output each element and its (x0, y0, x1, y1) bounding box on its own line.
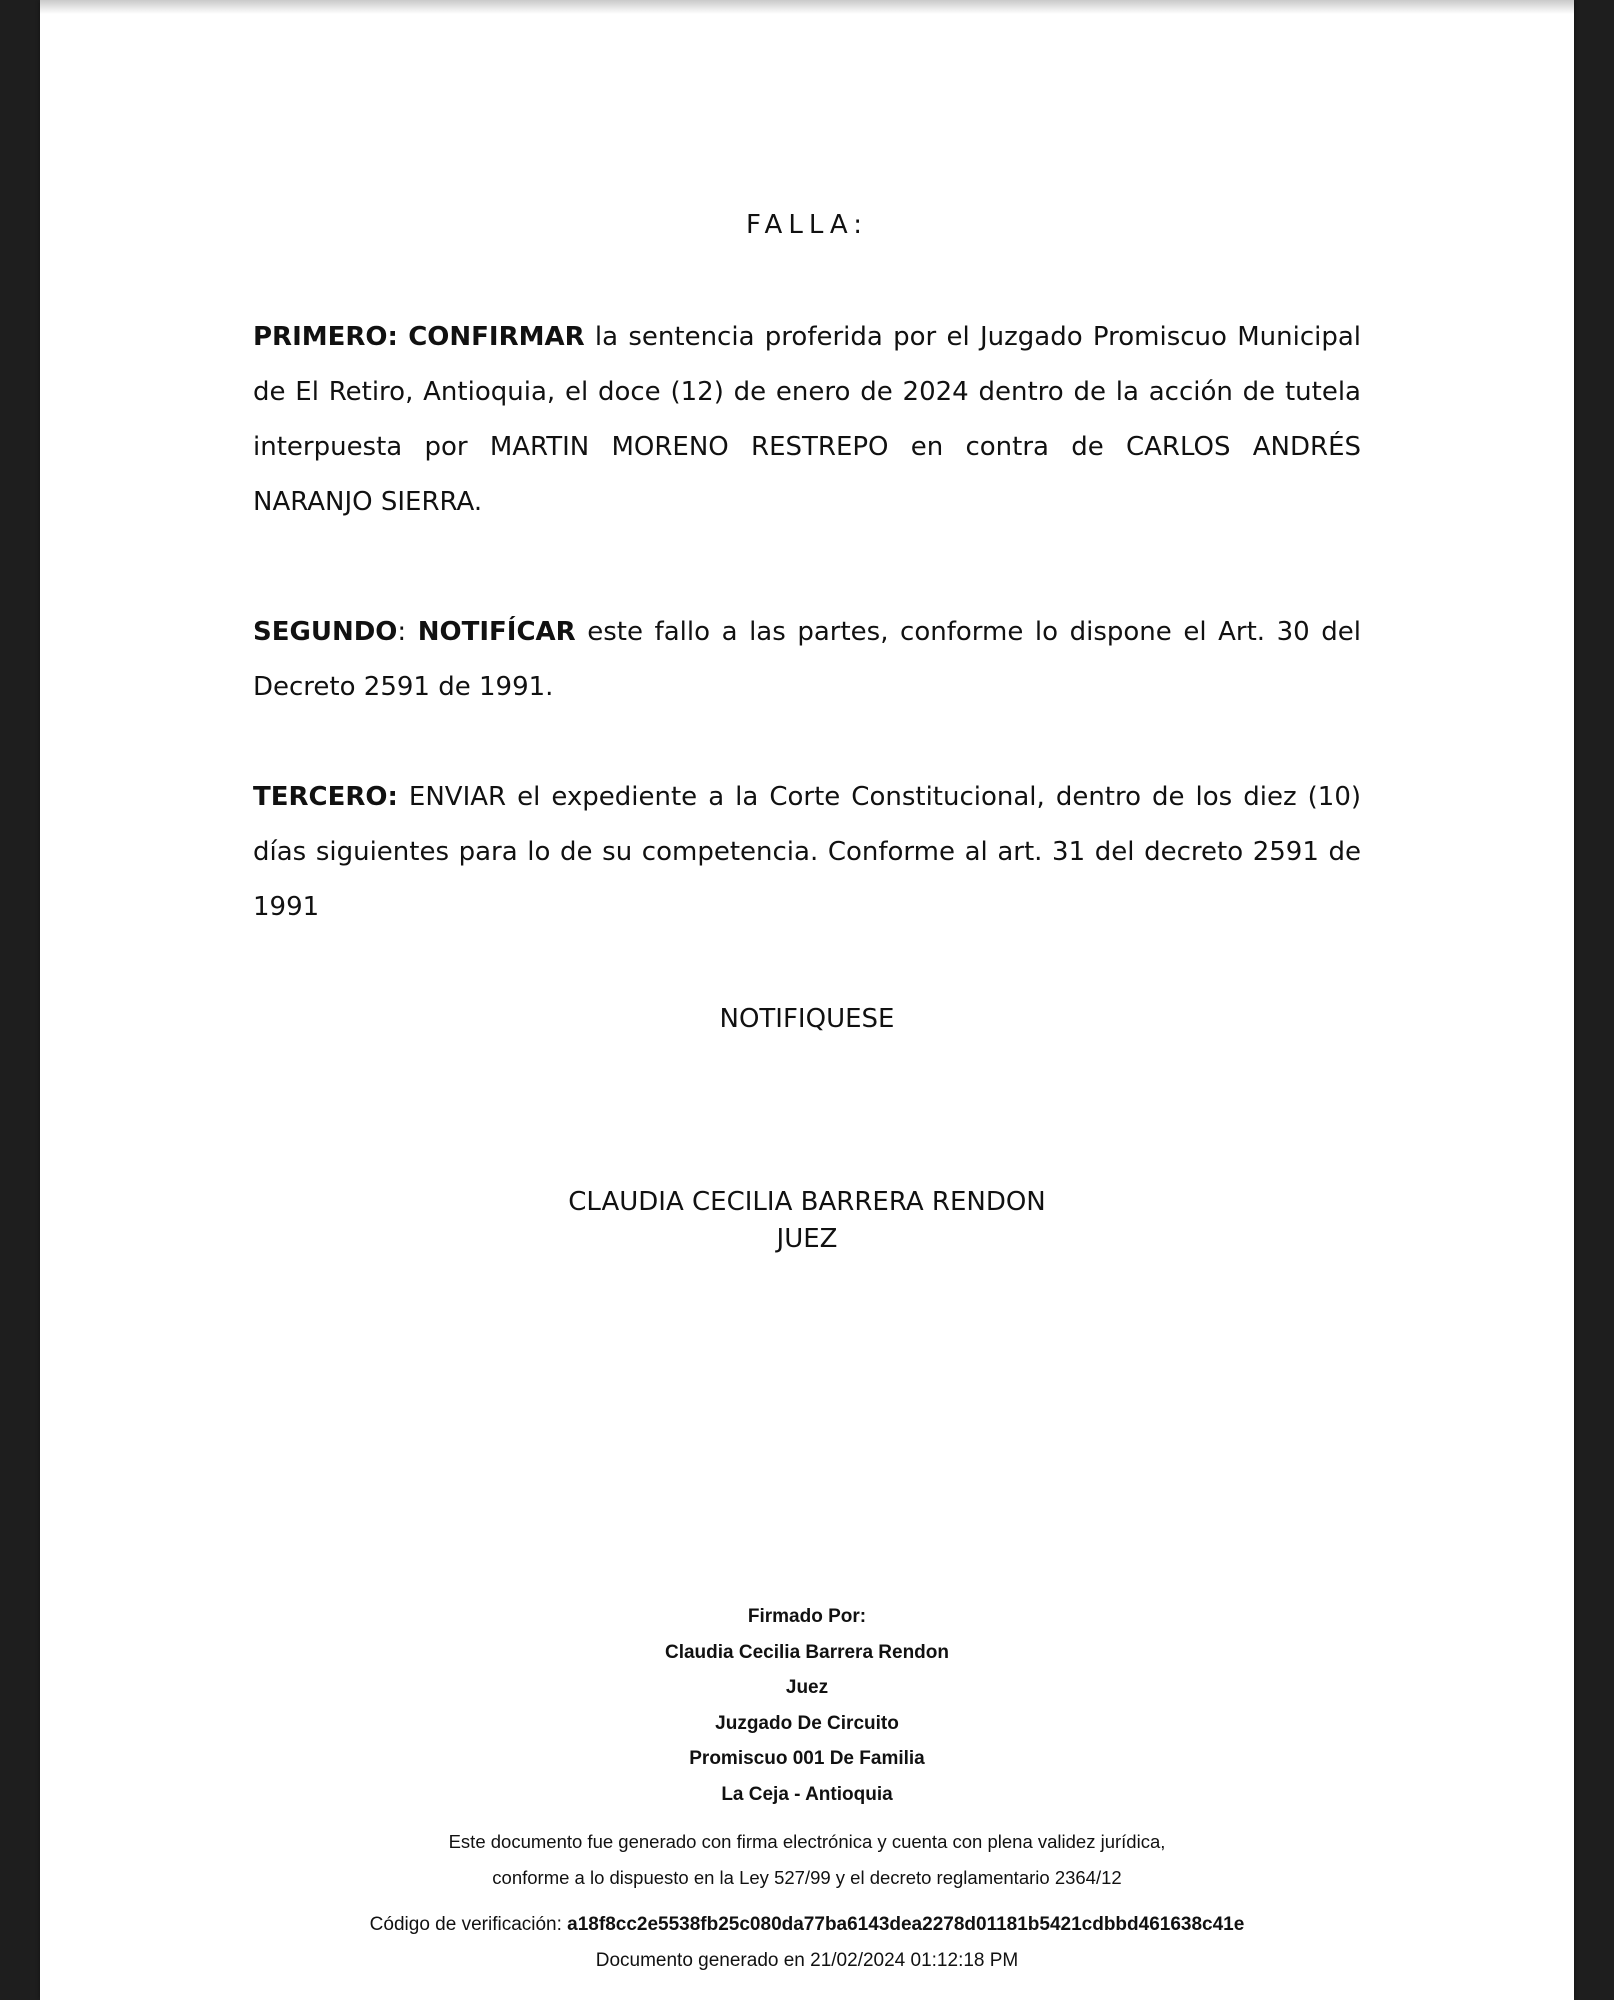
signature-line: Juzgado De Circuito (715, 1712, 899, 1734)
notifiquese-heading: NOTIFIQUESE (719, 1004, 895, 1034)
signature-line: Juez (785, 1677, 829, 1698)
segundo-paragraph (253, 605, 1361, 715)
falla-heading: FALLA: (745, 210, 868, 240)
signature-line: Promiscuo 001 De Familia (689, 1748, 925, 1769)
tercero-text: ENVIAR el expediente a la Corte Constitucional, dentro de los diez (10) días siguientes para lo de su competencia. Conforme al art. 31 del decreto 2591 de 1991 (253, 782, 1362, 922)
primero-paragraph (253, 310, 1361, 530)
segundo-text: este fallo a las partes, conforme lo dispone el Art. 30 del Decreto 2591 de 1991. (253, 617, 1362, 702)
judge-title: JUEZ (776, 1224, 838, 1254)
generated-timestamp: Documento generado en 21/02/2024 01:12:18 PM (595, 1950, 1019, 1971)
primero-text: la sentencia proferida por el Juzgado Promiscuo Municipal de El Retiro, Antioquia, el doce (12) de enero de 2024 dentro de la acción de tutela interpuesta por MARTIN MORENO RESTREPO en contra de CARLOS ANDRÉS NARANJO SIERRA. (253, 322, 1362, 517)
segundo-verb: NOTIFÍCAR (417, 617, 576, 647)
legal-notice (253, 1824, 1361, 1896)
legal-notice-line: conforme a lo dispuesto en la Ley 527/99 y el decreto reglamentario 2364/12 (492, 1867, 1122, 1888)
signature-line: Firmado Por: (747, 1606, 867, 1627)
verification-line (253, 1914, 1361, 1936)
segundo-colon: : (397, 617, 407, 647)
signature-block (253, 1599, 1361, 1812)
document-body (253, 0, 1361, 2000)
signature-line: Claudia Cecilia Barrera Rendon (664, 1641, 950, 1663)
signature-line: La Ceja - Antioquia (721, 1783, 893, 1805)
legal-notice-line: Este documento fue generado con firma electrónica y cuenta con plena validez jurídica, (448, 1831, 1166, 1852)
verification-code: a18f8cc2e5538fb25c080da77ba6143dea2278d01181b5421cdbbd461638c41e (567, 1914, 1245, 1935)
primero-label: PRIMERO: (253, 322, 398, 352)
tercero-label: TERCERO: (253, 782, 398, 812)
primero-verb: CONFIRMAR (408, 322, 585, 352)
verification-label: Código de verificación: (369, 1914, 562, 1935)
judge-name: CLAUDIA CECILIA BARRERA RENDON (568, 1187, 1046, 1217)
document-page (40, 0, 1574, 2000)
segundo-label: SEGUNDO (253, 617, 398, 647)
tercero-paragraph (253, 770, 1361, 935)
